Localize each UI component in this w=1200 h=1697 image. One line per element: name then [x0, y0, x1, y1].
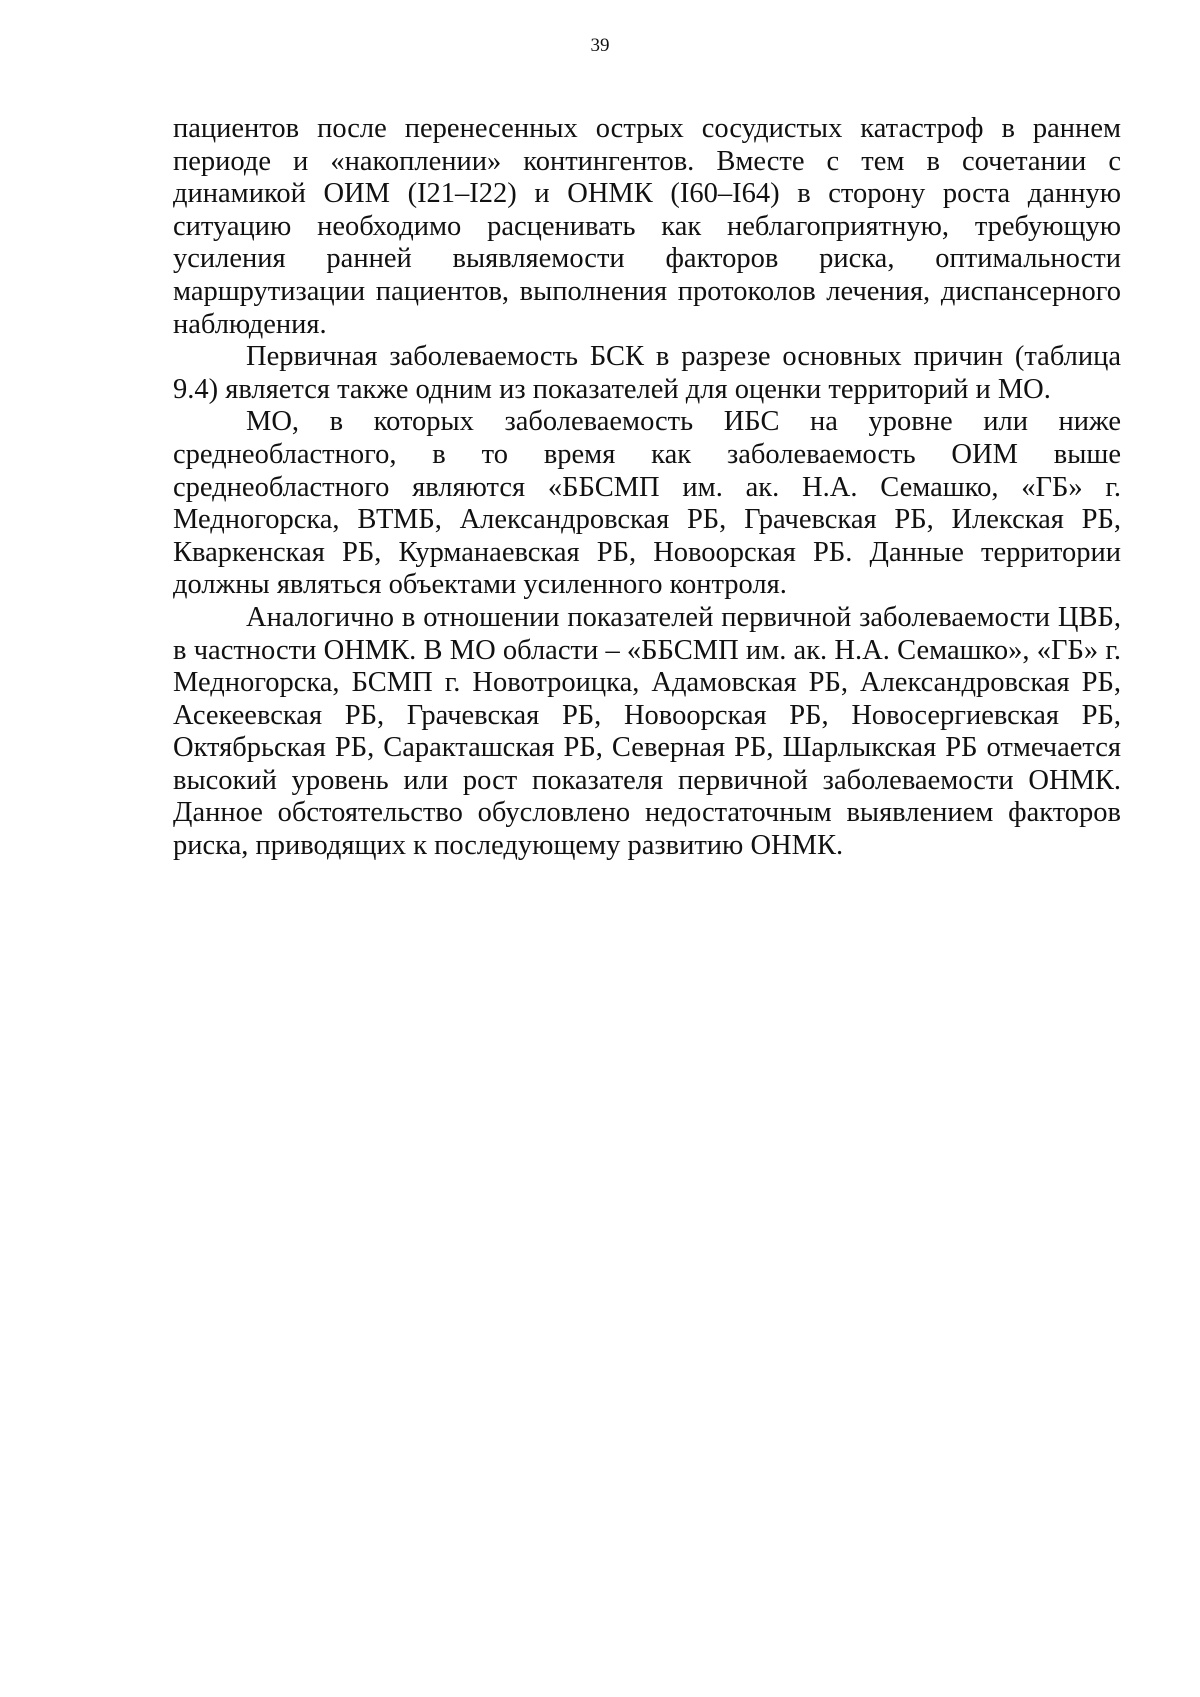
document-body: [173, 113, 1121, 863]
paragraph-cvb-onmk: Аналогично в отношении показателей первичной заболеваемости ЦВБ, в частности ОНМК. В МО области – «ББСМП им. ак. Н.А. Семашко», «ГБ» г. Медногорска, БСМП г. Новотроицка, Адамовская РБ, Александровская РБ, Асекеевская РБ, Грачевская РБ, Новоорская РБ, Новосергиевская РБ, Октябрьская РБ, Саракташская РБ, Северная РБ, Шарлыкская РБ отмечается высокий уровень или рост показателя первичной заболеваемости ОНМК. Данное обстоятельство обусловлено недостаточным выявлением факторов риска, приводящих к последующему развитию ОНМК.: [173, 601, 1121, 862]
paragraph-bsk-incidence: Первичная заболеваемость БСК в разрезе основных причин (таблица 9.4) является также одним из показателей для оценки территорий и МО.: [173, 341, 1121, 405]
page-number: 39: [590, 35, 610, 56]
paragraph-ibs-oim-control: МО, в которых заболеваемость ИБС на уровне или ниже среднеобластного, в то время как заболеваемость ОИМ выше среднеобластного являются «ББСМП им. ак. Н.А. Семашко, «ГБ» г. Медногорска, ВТМБ, Александровская РБ, Грачевская РБ, Илекская РБ, Кваркенская РБ, Курманаевская РБ, Новоорская РБ. Данные территории должны являться объектами усиленного контроля.: [173, 406, 1121, 601]
paragraph-continuation: пациентов после перенесенных острых сосудистых катастроф в раннем периоде и «накоплении» контингентов. Вместе с тем в сочетании с динамикой ОИМ (I21–I22) и ОНМК (I60–I64) в сторону роста данную ситуацию необходимо расценивать как неблагоприятную, требующую усиления ранней выявляемости факторов риска, оптимальности маршрутизации пациентов, выполнения протоколов лечения, диспансерного наблюдения.: [173, 113, 1121, 340]
